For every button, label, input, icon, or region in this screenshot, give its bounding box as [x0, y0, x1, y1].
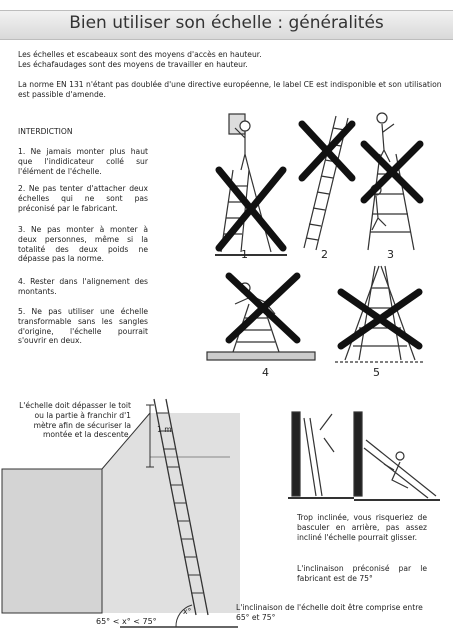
roof-ladder-diagram: [0, 395, 240, 640]
angle-label: x°: [183, 607, 192, 616]
rule-2: 2. Ne pas tenter d'attacher deux échelles qui ne sont pas préconisé par le fabricant.: [18, 184, 148, 213]
inclination-warning: Trop inclinée, vous risqueriez de basculer en arrière, pas assez incliné l'échelle pourrait glisser.: [297, 513, 427, 542]
figure-4-leaning: [205, 268, 320, 363]
angle-range: 65° < x° < 75°: [96, 617, 157, 626]
inclination-advice: L'inclinaison préconisé par le fabricant est de 75°: [297, 564, 427, 583]
one-meter-label: 1 m: [157, 425, 172, 434]
roof-text: L'échelle doit dépasser le toit ou la partie à franchir d'1 mètre afin de sécuriser la montée et la descente.: [19, 401, 131, 440]
interdiction-heading: INTERDICTION: [18, 127, 73, 136]
rule-1: 1. Ne jamais monter plus haut que l'indidicateur collé sur l'élément de l'échelle.: [18, 147, 148, 176]
intro-line-2: Les échafaudages sont des moyens de travailler en hauteur.: [18, 60, 248, 69]
figure-number-1: 1: [241, 248, 248, 261]
figure-number-2: 2: [321, 248, 328, 261]
figure-5-transformable: [335, 262, 425, 367]
figure-2-joined-ladders: [298, 112, 358, 252]
intro-line-1: Les échelles et escabeaux sont des moyens d'accès en hauteur.: [18, 50, 262, 59]
inclination-diagrams: [288, 408, 440, 503]
norm-paragraph: La norme EN 131 n'étant pas doublée d'une directive européenne, le label CE est indisponible et son utilisation est passible d'amende.: [18, 80, 442, 99]
figure-number-3: 3: [387, 248, 394, 261]
rule-3: 3. Ne pas monter à monter à deux personnes, même si la totalité des deux poids ne dépasse pas la norme.: [18, 225, 148, 264]
figure-number-5: 5: [373, 366, 380, 379]
inclination-rule: L'inclinaison de l'échelle doit être comprise entre 65° et 75°: [236, 603, 423, 622]
page-title: Bien utiliser son échelle : généralités: [69, 13, 384, 33]
figure-3-two-people: [362, 110, 432, 255]
figure-number-4: 4: [262, 366, 269, 379]
figure-1-overreach: [215, 110, 290, 260]
rule-5: 5. Ne pas utiliser une échelle transformable sans les sangles d'origine, l'échelle pourrait s'ouvrir en deux.: [18, 307, 148, 346]
rule-4: 4. Rester dans l'alignement des montants.: [18, 277, 148, 296]
